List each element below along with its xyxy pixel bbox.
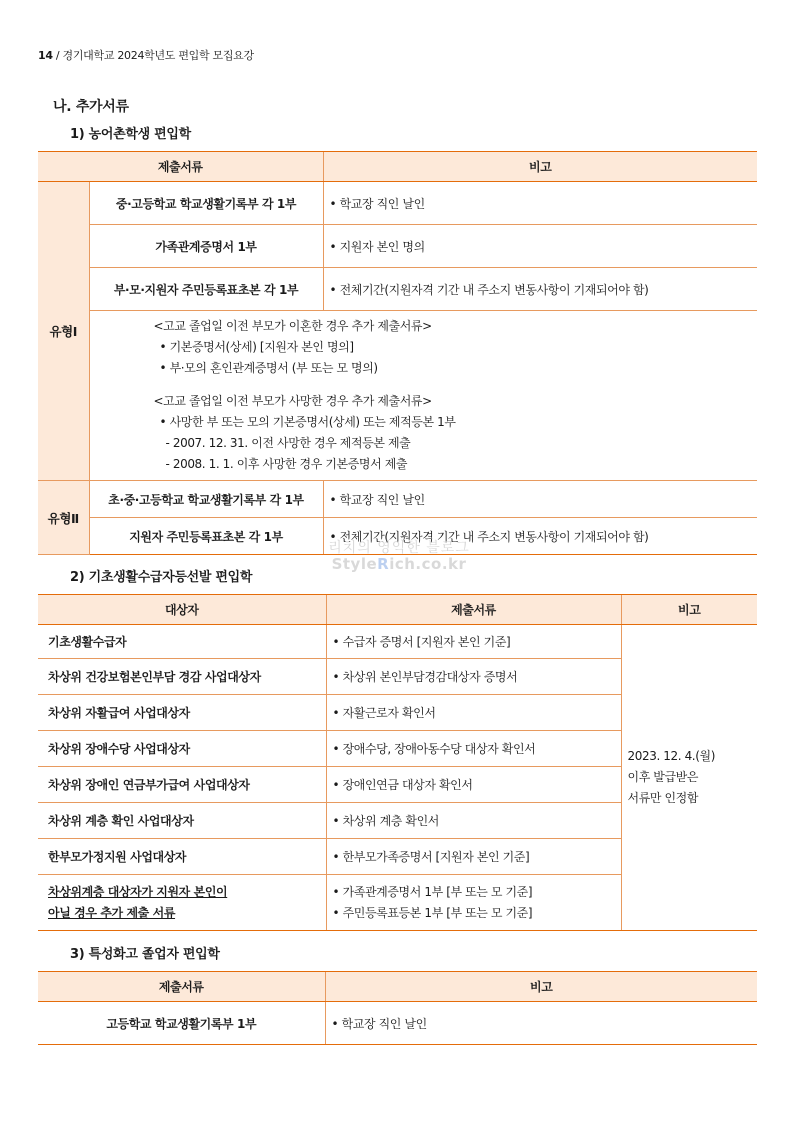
divorce-item: • 기본증명서(상세) [지원자 본인 명의]	[154, 337, 758, 358]
target-cell: 차상위 건강보험본인부담 경감 사업대상자	[38, 659, 326, 695]
header-separator: /	[52, 49, 63, 62]
section-title: 나. 추가서류	[53, 99, 129, 115]
death-sub-item: - 2007. 12. 31. 이전 사망한 경우 제적등본 제출	[165, 436, 411, 450]
note-cell: • 학교장 직인 날인	[330, 197, 425, 211]
note-cell: • 전체기간(지원자격 기간 내 주소지 변동사항이 기재되어야 함)	[330, 283, 649, 297]
page-header	[38, 47, 254, 63]
farm-village-table	[38, 151, 757, 555]
death-title: <고교 졸업일 이전 부모가 사망한 경우 추가 제출서류>	[153, 394, 432, 408]
doc-cell: • 장애수당, 장애아동수당 대상자 확인서	[333, 742, 536, 756]
sub3-title: 3) 특성화고 졸업자 편입학	[70, 947, 220, 962]
target-cell: 차상위 계층 확인 사업대상자	[38, 803, 326, 839]
table-row	[38, 518, 757, 555]
table-row	[38, 182, 757, 225]
doc-cell: 고등학교 학교생활기록부 1부	[38, 1002, 325, 1045]
table-row	[38, 481, 757, 518]
doc-cell: • 장애인연금 대상자 확인서	[333, 778, 473, 792]
table-row	[38, 225, 757, 268]
table-row	[38, 1002, 757, 1045]
note-cell: • 지원자 본인 명의	[330, 240, 425, 254]
doc-cell: • 자활근로자 확인서	[333, 706, 436, 720]
death-sub-item: - 2008. 1. 1. 이후 사망한 경우 기본증명서 제출	[165, 457, 408, 471]
doc-cell: • 차상위 계층 확인서	[333, 814, 439, 828]
col-header-docs: 제출서류	[38, 972, 325, 1002]
table-row	[38, 625, 757, 659]
sub2-title: 2) 기초생활수급자등선발 편입학	[70, 570, 253, 585]
target-cell: 차상위계층 대상자가 지원자 본인이 아닐 경우 추가 제출 서류	[38, 875, 326, 931]
doc-cell: • 수급자 증명서 [지원자 본인 기준]	[333, 635, 511, 649]
target-cell: 기초생활수급자	[38, 625, 326, 659]
doc-cell: 부·모·지원자 주민등록표초본 각 1부	[89, 268, 323, 311]
doc-cell: 중·고등학교 학교생활기록부 각 1부	[89, 182, 323, 225]
doc-cell: • 차상위 본인부담경감대상자 증명서	[333, 670, 518, 684]
col-header-note: 비고	[621, 595, 757, 625]
death-item: • 사망한 부 또는 모의 기본증명서(상세) 또는 제적등본 1부	[154, 412, 758, 433]
target-cell: 차상위 장애인 연금부가급여 사업대상자	[38, 767, 326, 803]
col-header-docs: 제출서류	[326, 595, 621, 625]
target-cell: 차상위 자활급여 사업대상자	[38, 695, 326, 731]
extra-docs-cell	[89, 311, 757, 481]
sub1-title: 1) 농어촌학생 편입학	[70, 127, 191, 142]
note-cell: • 학교장 직인 날인	[330, 493, 425, 507]
table-row	[38, 268, 757, 311]
target-cell: 한부모가정지원 사업대상자	[38, 839, 326, 875]
doc-cell: 가족관계증명서 1부	[89, 225, 323, 268]
watermark-brand: StyleRich.co.kr	[331, 555, 467, 573]
table-row-extra	[38, 311, 757, 481]
divorce-item: • 부·모의 혼인관계증명서 (부 또는 모 명의)	[154, 358, 758, 379]
page-number: 14	[38, 49, 53, 62]
low-income-table	[38, 594, 757, 931]
doc-cell: • 한부모가족증명서 [지원자 본인 기준]	[333, 850, 530, 864]
doc-cell: • 가족관계증명서 1부 [부 또는 모 기준] • 주민등록표등본 1부 [부 또는 모 기준]	[326, 875, 621, 931]
type1-label: 유형Ⅰ	[38, 182, 89, 481]
note-cell: 2023. 12. 4.(월) 이후 발급받은 서류만 인정함	[621, 625, 757, 931]
type2-label: 유형Ⅱ	[38, 481, 89, 555]
col-header-note: 비고	[323, 152, 757, 182]
col-header-docs: 제출서류	[38, 152, 323, 182]
note-cell: • 전체기간(지원자격 기간 내 주소지 변동사항이 기재되어야 함)	[330, 530, 649, 544]
vocational-table	[38, 971, 757, 1045]
doc-cell: 지원자 주민등록표초본 각 1부	[89, 518, 323, 555]
header-doc-title: 경기대학교 2024학년도 편입학 모집요강	[62, 49, 254, 62]
col-header-note: 비고	[325, 972, 757, 1002]
doc-cell: 초·중·고등학교 학교생활기록부 각 1부	[89, 481, 323, 518]
divorce-title: <고교 졸업일 이전 부모가 이혼한 경우 추가 제출서류>	[153, 319, 432, 333]
col-header-target: 대상자	[38, 595, 326, 625]
target-cell: 차상위 장애수당 사업대상자	[38, 731, 326, 767]
note-cell: • 학교장 직인 날인	[332, 1017, 427, 1031]
watermark-line1: 리치의 영익한 블로그	[328, 540, 470, 556]
